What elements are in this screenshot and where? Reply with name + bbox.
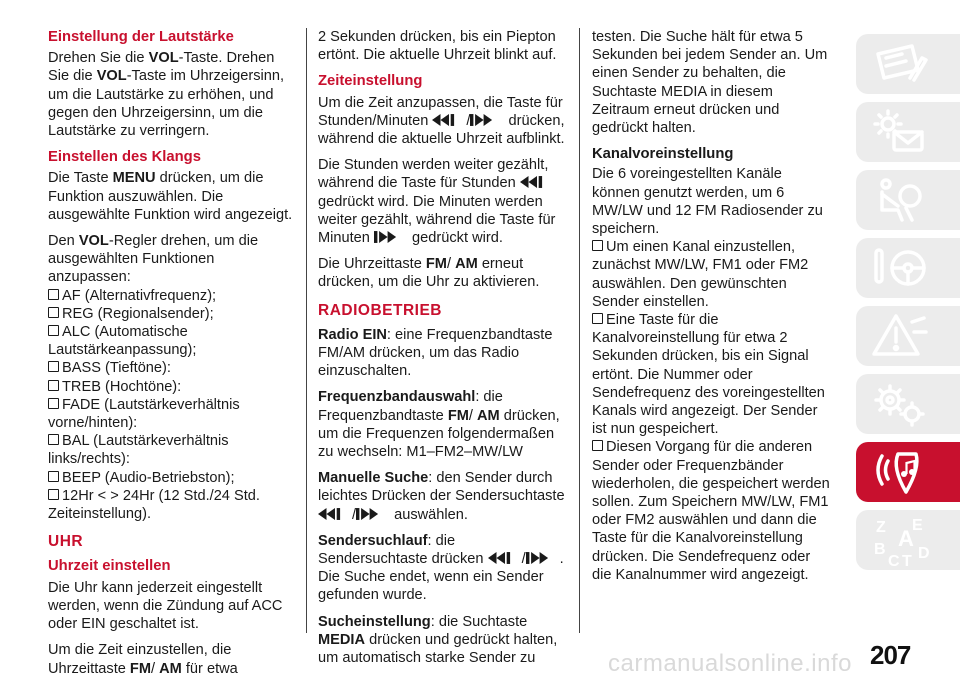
list-item: AF (Alternativfrequenz); [48, 287, 298, 305]
paragraph-clock: Die Uhr kann jederzeit eingestellt werden, wenn die Zündung auf ACC oder EIN geschaltet ist. [48, 579, 283, 633]
heading-lautstaerke: Einstellung der Lautstärke [48, 29, 234, 45]
index-letter: C [888, 553, 900, 568]
next-track-icon [470, 113, 504, 127]
paragraph-seek: Sendersuchlauf: die Sendersuchtaste drücken / . Die Suche endet, wenn ein Sender gefunden wurde. [318, 532, 564, 604]
column-divider [579, 28, 580, 633]
paragraph-volume: Drehen Sie die VOL-Taste. Drehen Sie die VOL-Taste im Uhrzeigersinn, um die Lautstärke zu erhöhen, und gegen den Uhrzeigersinn, um die Lautstärke zu verringern. [48, 50, 285, 140]
next-track-icon [356, 507, 390, 521]
breakdown-triangle-icon [872, 312, 928, 360]
list-item: Eine Taste für die Kanalvoreinstellung für etwa 2 Sekunden drücken, bis ein Signal ertönt. Die Nummer oder Sendefrequenz des voreingestellten Kanals wird angezeigt. Der Sender ist nun gespeichert. [592, 312, 825, 438]
list-item: 12Hr < > 24Hr (12 Std./24 Std. Zeiteinstellung). [48, 487, 260, 523]
page-number: 207 [870, 640, 911, 670]
paragraph-radio-on: Radio EIN: eine Frequenzbandtaste FM/AM drücken, um das Radio einzuschalten. [318, 326, 553, 380]
service-gears-icon [872, 380, 928, 428]
paragraph-scan: Sucheinstellung: die Suchtaste MEDIA drücken und gedrückt halten, um automatisch starke Sender zu [318, 613, 558, 667]
previous-track-icon [520, 175, 554, 189]
heading-zeiteinstellung: Zeiteinstellung [318, 73, 423, 90]
section-title-uhr: UHR [48, 533, 84, 551]
index-letter: B [874, 541, 886, 558]
checkbox-bullet-icon [48, 434, 59, 445]
checkbox-bullet-icon [48, 398, 59, 409]
list-item: ALC (Automatische Lautstärkeanpassung); [48, 324, 197, 359]
next-track-icon [526, 551, 560, 565]
checkbox-bullet-icon [48, 361, 59, 372]
tab-safety[interactable] [856, 170, 960, 230]
list-item: Diesen Vorgang für die anderen Sender oder Frequenzbänder wiederholen, die gespeichert werden sollen. Zum Speichern MW/LW, FM1 oder FM2 auswählen und dann die Taste für die Kanalvoreinstellung drücken. Die Sendefrequenz oder die Kanalnummer wird angezeigt. [592, 439, 830, 583]
index-letter: D [918, 545, 930, 562]
list-item: FADE (Lautstärkeverhältnis vorne/hinten): [48, 396, 240, 432]
steering-wheel-icon [872, 244, 928, 292]
checkbox-bullet-icon [48, 380, 59, 391]
paragraph-presets: Die 6 voreingestellten Kanäle können genutzt werden, um 6 MW/LW und 12 FM Radiosender zu speichern. [592, 166, 823, 238]
previous-track-icon [488, 551, 522, 565]
previous-track-icon [432, 113, 466, 127]
tab-driving[interactable] [856, 238, 960, 298]
multimedia-music-icon [872, 448, 928, 496]
watermark: carmanualsonline.info [608, 650, 852, 677]
column-divider [306, 28, 307, 633]
paragraph-menu: Die Taste MENU drücken, um die Funktion auszuwählen. Die ausgewählte Funktion wird angezeigt. [48, 170, 293, 223]
paragraph-clock-set: Um die Zeit einzustellen, die Uhrzeittaste FM/ AM für etwa [48, 642, 238, 677]
paragraph-manual-search: Manuelle Suche: den Sender durch leichtes Drücken der Sendersuchtaste / auswählen. [318, 470, 565, 523]
column-1 [48, 28, 298, 686]
next-track-icon [374, 230, 408, 244]
tab-index[interactable] [856, 510, 960, 570]
list-item: TREB (Hochtöne): [48, 378, 298, 396]
heading-uhrzeit: Uhrzeit einstellen [48, 558, 171, 575]
checkbox-bullet-icon [48, 289, 59, 300]
previous-track-icon [318, 507, 352, 521]
list-item: Um einen Kanal einzustellen, zunächst MW/LW, FM1 oder FM2 auswählen. Den gewünschten Sender einstellen. [592, 239, 809, 310]
index-letter: A [898, 526, 914, 551]
heading-klang: Einstellen des Klangs [48, 149, 201, 166]
list-item: BEEP (Audio-Betriebston); [48, 469, 298, 487]
paragraph-activate-clock: Die Uhrzeittaste FM/ AM erneut drücken, um die Uhr zu aktivieren. [318, 256, 540, 291]
paragraph-band-select: Frequenzbandauswahl: die Frequenzbandtaste FM/ AM drücken, um die Frequenzen folgendermaßen zu wechseln: M1–FM2–MW/LW [318, 389, 560, 461]
list-item: REG (Regionalsender); [48, 305, 298, 323]
tab-warning-lights[interactable] [856, 102, 960, 162]
section-title-radiobetrieb: RADIOBETRIEB [318, 301, 442, 319]
column-2 [318, 28, 568, 675]
checkbox-bullet-icon [48, 489, 59, 500]
checkbox-bullet-icon [592, 440, 603, 451]
tab-service[interactable] [856, 374, 960, 434]
checkbox-bullet-icon [48, 307, 59, 318]
tab-dashboard[interactable] [856, 34, 960, 94]
column-3 [592, 28, 832, 584]
tab-emergency[interactable] [856, 306, 960, 366]
list-item: BAL (Lautstärkeverhältnis links/rechts): [48, 433, 229, 468]
index-letter: T [902, 553, 912, 568]
checkbox-bullet-icon [592, 240, 603, 251]
car-dashboard-icon [872, 40, 928, 88]
tab-multimedia[interactable] [856, 442, 960, 502]
index-letter: Z [876, 519, 886, 536]
paragraph-vol-regler: Den VOL-Regler drehen, um die ausgewählten Funktionen anzupassen: [48, 233, 259, 286]
paragraph-scan-cont: testen. Die Suche hält für etwa 5 Sekunden bei jedem Sender an. Um einen Sender zu behalten, die Suchtaste MEDIA in diesem Zeitraum erneut drücken und gedrückt halten. [592, 29, 828, 137]
seat-airbag-icon [872, 176, 928, 224]
warning-lights-icon [872, 108, 928, 156]
index-letters-icon [872, 516, 952, 568]
checkbox-bullet-icon [592, 313, 603, 324]
checkbox-bullet-icon [48, 471, 59, 482]
heading-kanalvoreinstellung: Kanalvoreinstellung [592, 146, 734, 163]
list-item: BASS (Tieftöne): [48, 359, 298, 377]
paragraph-hours-minutes: Die Stunden werden weiter gezählt, während die Taste für Stunden gedrückt wird. Die Minuten werden weiter gezählt, während die Taste für Minuten gedrückt wird. [318, 157, 556, 247]
paragraph-beep: 2 Sekunden drücken, bis ein Piepton ertönt. Die aktuelle Uhrzeit blinkt auf. [318, 29, 557, 64]
paragraph-time-adjust: Um die Zeit anzupassen, die Taste für Stunden/Minuten / drücken, während die aktuelle Uhrzeit aufblinkt. [318, 94, 565, 148]
checkbox-bullet-icon [48, 325, 59, 336]
index-letter: E [912, 517, 923, 534]
